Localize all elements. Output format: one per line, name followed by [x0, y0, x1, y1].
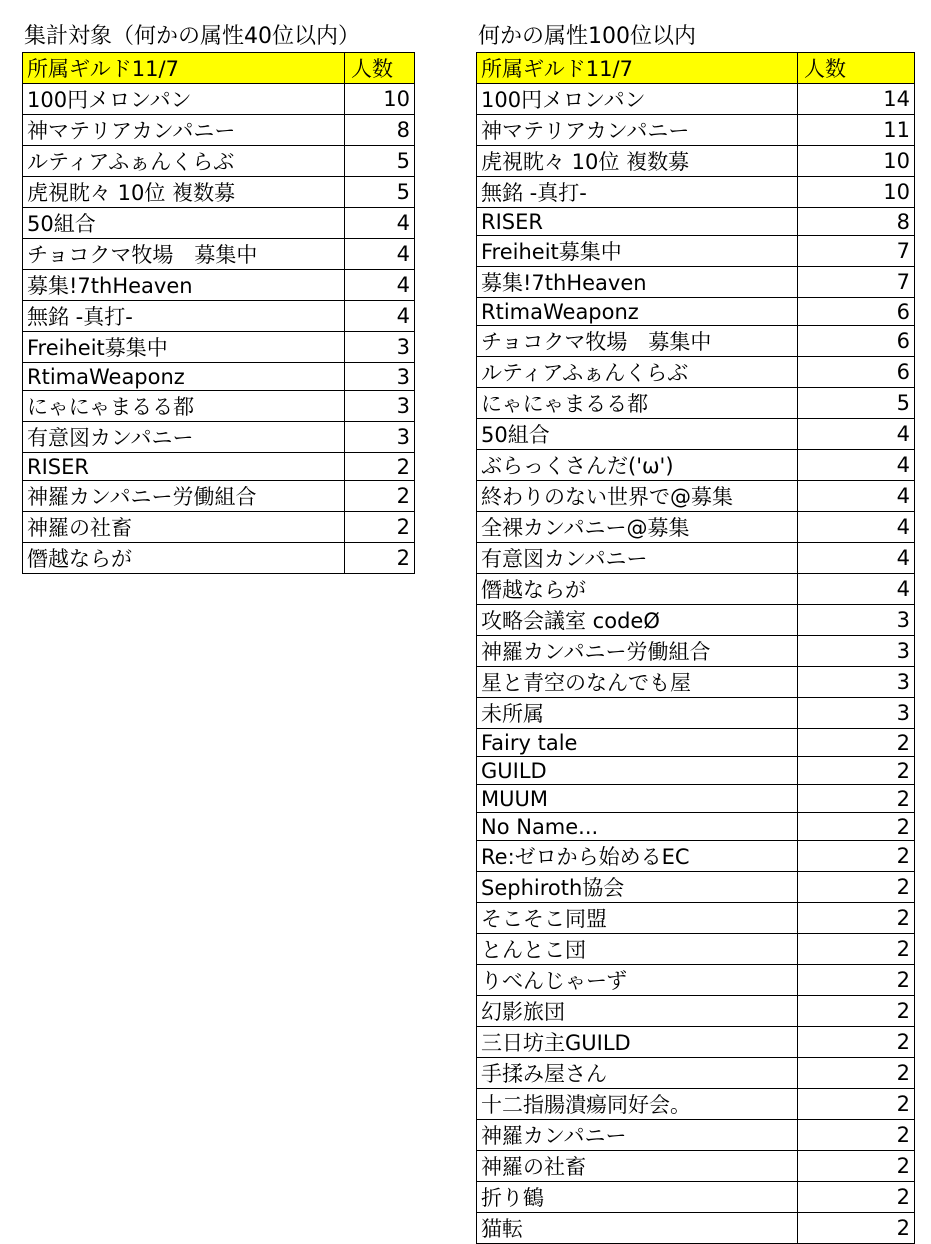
guild-name-cell: RISER — [477, 208, 798, 236]
guild-name-cell: RtimaWeaponz — [23, 363, 345, 391]
table-row — [477, 326, 915, 357]
left-header-guild: 所属ギルド11/7 — [23, 53, 345, 84]
member-count-cell: 4 — [345, 208, 415, 239]
guild-name-cell: 神マテリアカンパニー — [23, 115, 345, 146]
member-count-cell: 2 — [798, 785, 915, 813]
guild-name-cell: No Name... — [477, 813, 798, 841]
guild-name-cell: 猫転 — [477, 1213, 798, 1244]
member-count-cell: 8 — [798, 208, 915, 236]
guild-name-cell: 募集!7thHeaven — [477, 267, 798, 298]
member-count-cell: 2 — [798, 996, 915, 1027]
table-row — [477, 965, 915, 996]
table-row — [477, 996, 915, 1027]
table-row — [477, 267, 915, 298]
table-row — [23, 481, 415, 512]
member-count-cell: 2 — [798, 1089, 915, 1120]
table-row — [23, 270, 415, 301]
table-row — [477, 1182, 915, 1213]
guild-name-cell: 有意図カンパニー — [477, 543, 798, 574]
table-row — [477, 84, 915, 115]
left-header-count: 人数 — [345, 53, 415, 84]
table-row — [477, 757, 915, 785]
table-row — [477, 729, 915, 757]
table-row — [23, 208, 415, 239]
table-row — [23, 239, 415, 270]
table-row — [477, 1027, 915, 1058]
guild-name-cell: 幻影旅団 — [477, 996, 798, 1027]
guild-name-cell: 神羅カンパニー — [477, 1120, 798, 1151]
member-count-cell: 4 — [345, 301, 415, 332]
table-row — [477, 208, 915, 236]
table-row — [23, 301, 415, 332]
guild-name-cell: そこそこ同盟 — [477, 903, 798, 934]
guild-name-cell: 僭越ならが — [23, 543, 345, 574]
member-count-cell: 2 — [798, 872, 915, 903]
member-count-cell: 2 — [345, 512, 415, 543]
guild-name-cell: 有意図カンパニー — [23, 422, 345, 453]
guild-name-cell: Freiheit募集中 — [23, 332, 345, 363]
guild-name-cell: 神羅カンパニー労働組合 — [23, 481, 345, 512]
member-count-cell: 4 — [798, 481, 915, 512]
table-row — [477, 419, 915, 450]
member-count-cell: 11 — [798, 115, 915, 146]
member-count-cell: 3 — [798, 667, 915, 698]
member-count-cell: 3 — [345, 391, 415, 422]
table-row — [477, 1151, 915, 1182]
guild-name-cell: 攻略会議室 codeØ — [477, 605, 798, 636]
guild-name-cell: 募集!7thHeaven — [23, 270, 345, 301]
guild-name-cell: 無銘 -真打- — [477, 177, 798, 208]
guild-name-cell: 十二指腸潰瘍同好会。 — [477, 1089, 798, 1120]
guild-name-cell: 未所属 — [477, 698, 798, 729]
right-header-row — [477, 53, 915, 84]
left-table-body — [23, 84, 415, 574]
guild-name-cell: 神マテリアカンパニー — [477, 115, 798, 146]
member-count-cell: 2 — [798, 729, 915, 757]
table-row — [23, 363, 415, 391]
member-count-cell: 3 — [345, 363, 415, 391]
guild-name-cell: RtimaWeaponz — [477, 298, 798, 326]
right-header-count: 人数 — [798, 53, 915, 84]
table-row — [477, 785, 915, 813]
table-row — [477, 1213, 915, 1244]
table-row — [23, 84, 415, 115]
table-row — [23, 391, 415, 422]
member-count-cell: 4 — [798, 574, 915, 605]
member-count-cell: 14 — [798, 84, 915, 115]
table-row — [23, 543, 415, 574]
guild-name-cell: 神羅の社畜 — [23, 512, 345, 543]
guild-name-cell: 終わりのない世界で@募集 — [477, 481, 798, 512]
member-count-cell: 2 — [798, 757, 915, 785]
member-count-cell: 2 — [798, 1213, 915, 1244]
member-count-cell: 7 — [798, 267, 915, 298]
right-panel — [476, 22, 915, 1244]
table-row — [477, 298, 915, 326]
table-row — [23, 332, 415, 363]
table-row — [477, 813, 915, 841]
guild-name-cell: 100円メロンパン — [23, 84, 345, 115]
member-count-cell: 2 — [798, 903, 915, 934]
guild-name-cell: GUILD — [477, 757, 798, 785]
member-count-cell: 2 — [345, 481, 415, 512]
guild-name-cell: RISER — [23, 453, 345, 481]
guild-name-cell: 50組合 — [477, 419, 798, 450]
guild-name-cell: 50組合 — [23, 208, 345, 239]
table-row — [477, 115, 915, 146]
member-count-cell: 2 — [798, 1027, 915, 1058]
right-caption: 何かの属性100位以内 — [478, 24, 696, 49]
member-count-cell: 2 — [798, 934, 915, 965]
table-row — [477, 388, 915, 419]
guild-name-cell: 手揉み屋さん — [477, 1058, 798, 1089]
table-row — [477, 872, 915, 903]
table-row — [477, 903, 915, 934]
member-count-cell: 3 — [798, 698, 915, 729]
guild-name-cell: 三日坊主GUILD — [477, 1027, 798, 1058]
guild-name-cell: にゃにゃまるる都 — [477, 388, 798, 419]
guild-name-cell: Sephiroth協会 — [477, 872, 798, 903]
member-count-cell: 8 — [345, 115, 415, 146]
member-count-cell: 4 — [798, 419, 915, 450]
guild-name-cell: Fairy tale — [477, 729, 798, 757]
guild-name-cell: 神羅カンパニー労働組合 — [477, 636, 798, 667]
table-row — [23, 422, 415, 453]
guild-name-cell: りべんじゃーず — [477, 965, 798, 996]
member-count-cell: 2 — [798, 1151, 915, 1182]
table-row — [477, 841, 915, 872]
member-count-cell: 2 — [798, 1120, 915, 1151]
left-guild-table — [22, 52, 415, 574]
guild-name-cell: チョコクマ牧場 募集中 — [477, 326, 798, 357]
guild-name-cell: 全裸カンパニー@募集 — [477, 512, 798, 543]
member-count-cell: 2 — [798, 1058, 915, 1089]
table-row — [477, 481, 915, 512]
table-row — [477, 543, 915, 574]
table-row — [477, 146, 915, 177]
member-count-cell: 3 — [798, 636, 915, 667]
right-header-guild: 所属ギルド11/7 — [477, 53, 798, 84]
guild-name-cell: 無銘 -真打- — [23, 301, 345, 332]
member-count-cell: 5 — [798, 388, 915, 419]
member-count-cell: 4 — [798, 543, 915, 574]
member-count-cell: 4 — [798, 450, 915, 481]
guild-name-cell: ルティアふぁんくらぶ — [477, 357, 798, 388]
member-count-cell: 4 — [345, 239, 415, 270]
guild-name-cell: 虎視眈々 10位 複数募 — [23, 177, 345, 208]
guild-name-cell: にゃにゃまるる都 — [23, 391, 345, 422]
table-row — [477, 1089, 915, 1120]
table-row — [477, 177, 915, 208]
member-count-cell: 4 — [798, 512, 915, 543]
member-count-cell: 10 — [798, 177, 915, 208]
table-row — [477, 450, 915, 481]
member-count-cell: 2 — [798, 841, 915, 872]
guild-name-cell: 神羅の社畜 — [477, 1151, 798, 1182]
guild-name-cell: 折り鶴 — [477, 1182, 798, 1213]
guild-name-cell: 星と青空のなんでも屋 — [477, 667, 798, 698]
table-row — [23, 146, 415, 177]
member-count-cell: 2 — [345, 543, 415, 574]
table-row — [477, 1120, 915, 1151]
guild-name-cell: Freiheit募集中 — [477, 236, 798, 267]
member-count-cell: 10 — [345, 84, 415, 115]
member-count-cell: 3 — [345, 422, 415, 453]
table-row — [477, 512, 915, 543]
left-header-row — [23, 53, 415, 84]
table-row — [477, 698, 915, 729]
left-caption: 集計対象（何かの属性40位以内） — [24, 24, 360, 49]
table-row — [23, 115, 415, 146]
guild-name-cell: 虎視眈々 10位 複数募 — [477, 146, 798, 177]
guild-name-cell: 100円メロンパン — [477, 84, 798, 115]
member-count-cell: 2 — [345, 453, 415, 481]
table-row — [23, 177, 415, 208]
member-count-cell: 3 — [798, 605, 915, 636]
guild-name-cell: 僭越ならが — [477, 574, 798, 605]
table-row — [23, 453, 415, 481]
table-row — [477, 236, 915, 267]
table-row — [477, 934, 915, 965]
table-row — [477, 574, 915, 605]
right-table-body — [477, 84, 915, 1244]
member-count-cell: 7 — [798, 236, 915, 267]
member-count-cell: 6 — [798, 326, 915, 357]
table-row — [23, 512, 415, 543]
right-guild-table — [476, 52, 915, 1244]
member-count-cell: 3 — [345, 332, 415, 363]
member-count-cell: 5 — [345, 177, 415, 208]
member-count-cell: 2 — [798, 813, 915, 841]
guild-name-cell: ぶらっくさんだ('ω') — [477, 450, 798, 481]
left-panel — [22, 22, 415, 574]
member-count-cell: 2 — [798, 965, 915, 996]
table-row — [477, 636, 915, 667]
table-row — [477, 605, 915, 636]
member-count-cell: 10 — [798, 146, 915, 177]
table-row — [477, 357, 915, 388]
member-count-cell: 6 — [798, 357, 915, 388]
table-row — [477, 667, 915, 698]
guild-name-cell: とんとこ団 — [477, 934, 798, 965]
guild-name-cell: チョコクマ牧場 募集中 — [23, 239, 345, 270]
guild-name-cell: ルティアふぁんくらぶ — [23, 146, 345, 177]
member-count-cell: 5 — [345, 146, 415, 177]
member-count-cell: 2 — [798, 1182, 915, 1213]
member-count-cell: 6 — [798, 298, 915, 326]
member-count-cell: 4 — [345, 270, 415, 301]
guild-name-cell: Re:ゼロから始めるEC — [477, 841, 798, 872]
guild-name-cell: MUUM — [477, 785, 798, 813]
table-row — [477, 1058, 915, 1089]
